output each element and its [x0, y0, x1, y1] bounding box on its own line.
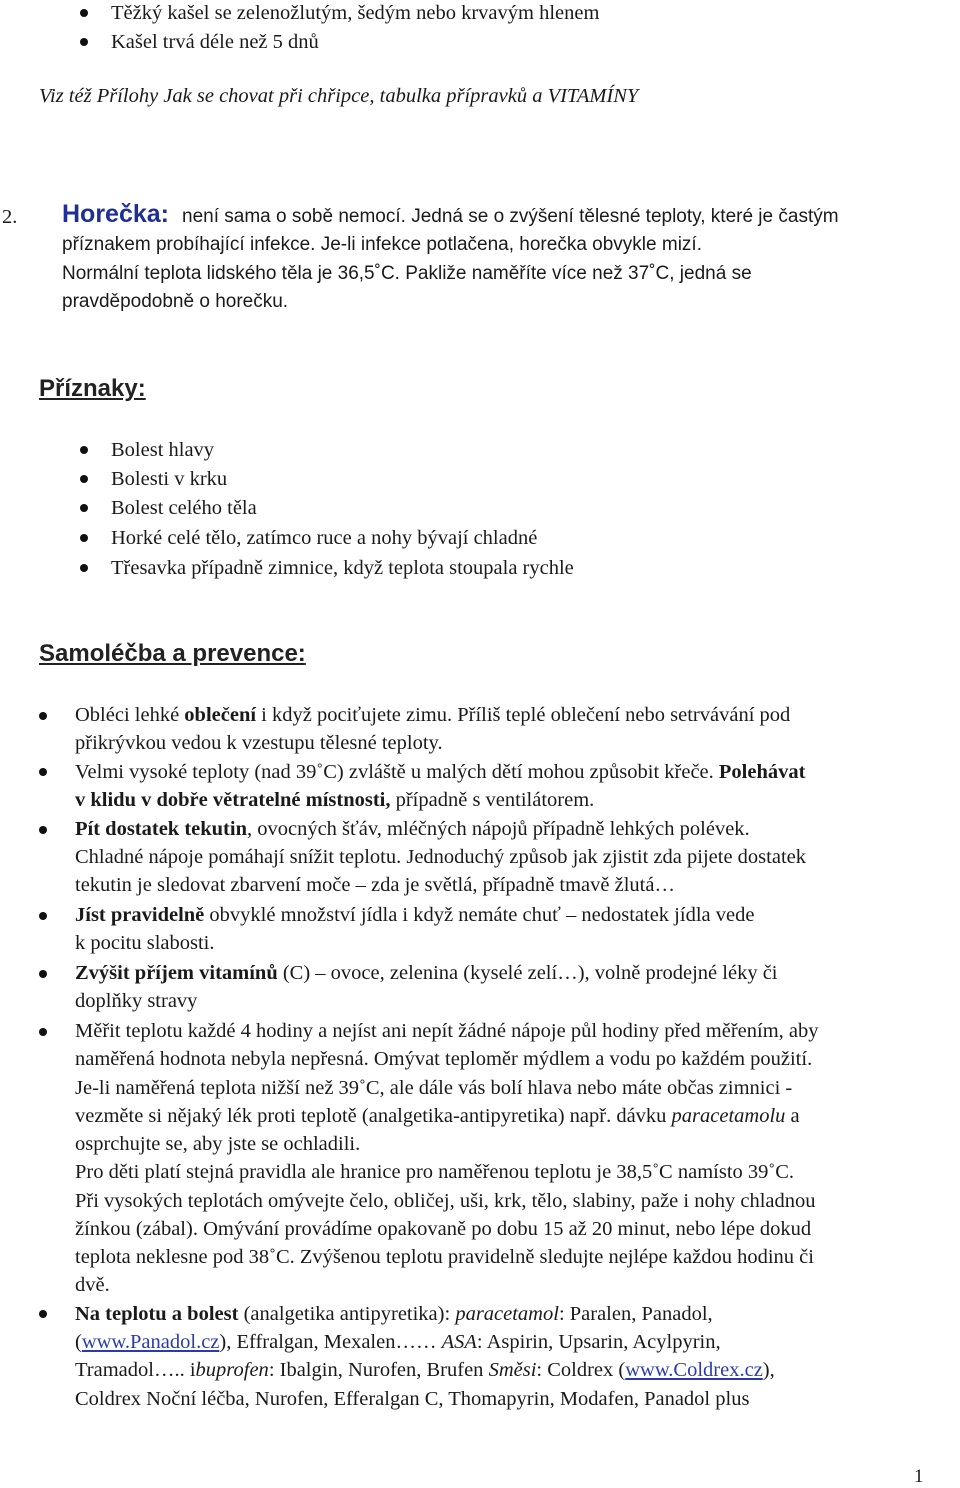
symptom-item: Bolest hlavy [111, 439, 215, 461]
bullet-icon [39, 1028, 47, 1036]
paragraph-line: Je-li naměřená teplota nižší než 39˚C, ale dále vás bolí hlava nebo máte občas zimnici - [75, 1077, 793, 1099]
paragraph-line: Velmi vysoké teploty (nad 39˚C) zvláště u malých dětí mohou způsobit křeče. Polehávat [75, 761, 806, 783]
bullet-icon [80, 475, 88, 483]
paragraph-line: Zvýšit příjem vitamínů (C) – ovoce, zelenina (kyselé zelí…), volně prodejné léky či [75, 962, 778, 984]
paragraph-line: Při vysokých teplotách omývejte čelo, obličej, uši, krk, tělo, slabiny, paže i nohy chladnou [75, 1190, 816, 1212]
paragraph-line: Coldrex Noční léčba, Nurofen, Efferalgan C, Thomapyrin, Modafen, Panadol plus [75, 1388, 750, 1410]
bullet-icon [39, 712, 47, 720]
list-item: Kašel trvá déle než 5 dnů [111, 31, 319, 53]
symptom-item: Třesavka případně zimnice, když teplota stoupala rychle [111, 557, 574, 579]
paragraph-line: Pít dostatek tekutin, ovocných šťáv, mléčných nápojů případně lehkých polévek. [75, 818, 750, 840]
paragraph-line: naměřená hodnota nebyla nepřesná. Omývat teploměr mýdlem a vodu po každém použití. [75, 1048, 813, 1070]
bullet-icon [80, 446, 88, 454]
paragraph-line: Chladné nápoje pomáhají snížit teplotu. Jednoduchý způsob jak zjistit zda pijete dostatek [75, 846, 806, 868]
paragraph-line: (www.Panadol.cz), Effralgan, Mexalen…… ASA: Aspirin, Upsarin, Acylpyrin, [75, 1331, 721, 1353]
symptom-item: Bolesti v krku [111, 468, 228, 490]
section-number: 2. [2, 206, 18, 228]
paragraph-line: Obléci lehké oblečení i když pociťujete zimu. Příliš teplé oblečení nebo setrvávání pod [75, 704, 791, 726]
bullet-icon [80, 38, 88, 46]
section-heading: Horečka: [62, 200, 169, 228]
paragraph-line: Na teplotu a bolest (analgetika antipyretika): paracetamol: Paralen, Panadol, [75, 1303, 713, 1325]
paragraph-line: dvě. [75, 1274, 110, 1296]
paragraph-line: žínkou (zábal). Omývání provádíme opakovaně po dobu 15 až 20 minut, nebo lépe dokud [75, 1218, 812, 1240]
list-item: Těžký kašel se zelenožlutým, šedým nebo krvavým hlenem [111, 2, 600, 24]
paragraph-line: osprchujte se, aby jste se ochladili. [75, 1133, 361, 1155]
paragraph-line: tekutin je sledovat zbarvení moče – zda je světlá, případně tmavě žlutá… [75, 874, 675, 896]
paragraph-line: přikrývkou vedou k vzestupu tělesné teploty. [75, 732, 443, 754]
paragraph-line: není sama o sobě nemocí. Jedná se o zvýšení tělesné teploty, které je častým [182, 206, 839, 227]
bullet-icon [39, 1310, 47, 1318]
symptoms-heading: Příznaky: [39, 375, 146, 402]
bullet-icon [39, 912, 47, 920]
paragraph-line: teplota neklesne pod 38˚C. Zvýšenou teplotu pravidelně sledujte nejlépe každou hodinu či [75, 1246, 814, 1268]
paragraph-line: Normální teplota lidského těla je 36,5˚C. Pakliže naměříte více než 37˚C, jedná se [62, 263, 752, 284]
paragraph-line: k pocitu slabosti. [75, 932, 215, 954]
bullet-icon [39, 768, 47, 776]
paragraph-line: v klidu v dobře větratelné místnosti, případně s ventilátorem. [75, 789, 595, 811]
paragraph-line: příznakem probíhající infekce. Je-li infekce potlačena, horečka obvykle mizí. [62, 234, 702, 255]
symptom-item: Bolest celého těla [111, 497, 257, 519]
paragraph-line: Měřit teplotu každé 4 hodiny a nejíst ani nepít žádné nápoje půl hodiny před měřením, aby [75, 1020, 819, 1042]
paragraph-line: Pro děti platí stejná pravidla ale hranice pro naměřenou teplotu je 38,5˚C namísto 39˚C. [75, 1161, 795, 1183]
bullet-icon [80, 534, 88, 542]
selfcare-heading: Samoléčba a prevence: [39, 640, 306, 667]
coldrex-link[interactable]: www.Coldrex.cz [625, 1359, 763, 1381]
paragraph-line: pravděpodobně o horečku. [62, 291, 289, 312]
see-also-note: Viz též Přílohy Jak se chovat při chřipce, tabulka přípravků a VITAMÍNY [39, 85, 639, 107]
symptom-item: Horké celé tělo, zatímco ruce a nohy bývají chladné [111, 527, 538, 549]
bullet-icon [80, 9, 88, 17]
paragraph-line: doplňky stravy [75, 990, 198, 1012]
bullet-icon [39, 826, 47, 834]
bullet-icon [39, 970, 47, 978]
bullet-icon [80, 564, 88, 572]
paragraph-line: Jíst pravidelně obvyklé množství jídla i když nemáte chuť – nedostatek jídla vede [75, 904, 755, 926]
page-number: 1 [914, 1466, 924, 1487]
bullet-icon [80, 504, 88, 512]
panadol-link[interactable]: www.Panadol.cz [81, 1331, 220, 1353]
paragraph-line: Tramadol….. ibuprofen: Ibalgin, Nurofen, Brufen Směsi: Coldrex (www.Coldrex.cz), [75, 1359, 775, 1381]
paragraph-line: vezměte si nějaký lék proti teplotě (analgetika-antipyretika) např. dávku paracetamolu a [75, 1105, 800, 1127]
